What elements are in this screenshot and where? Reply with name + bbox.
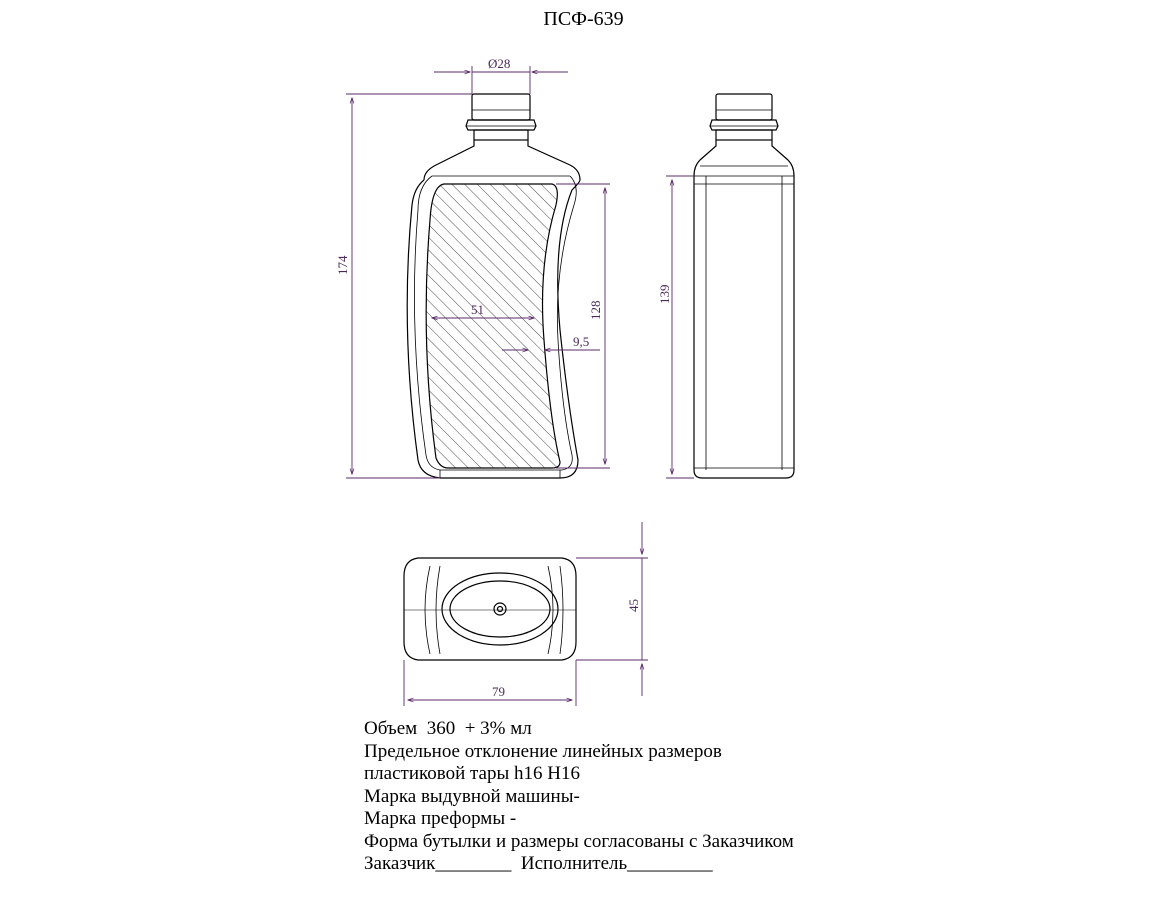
note-tolerance-class: пластиковой тары h16 H16: [364, 763, 580, 784]
note-agreement: Форма бутылки и размеры согласованы с Заказчиком: [364, 830, 794, 852]
front-view: [407, 94, 580, 478]
dim-curve-depth: 9,5: [573, 334, 590, 349]
drawing-title: ПСФ-639: [543, 8, 624, 30]
note-tolerance: Предельное отклонение линейных размеров: [364, 740, 722, 762]
dim-label-height: 128: [588, 300, 603, 320]
bottom-view: [404, 558, 576, 660]
neck-ring: [466, 120, 536, 130]
dim-neck-diameter: Ø28: [488, 56, 511, 71]
cap-outline: [472, 94, 530, 120]
dim-bottom-width: 79: [492, 684, 505, 699]
bottom-ellipse-inner: [450, 581, 550, 637]
bottom-ellipse-outer: [442, 573, 558, 645]
shoulder: [424, 140, 580, 180]
dim-label-width: 51: [471, 302, 484, 317]
note-machine: Марка выдувной машины-: [364, 785, 580, 807]
dim-total-height: 174: [335, 255, 350, 275]
bottom-center-dot: [494, 603, 506, 615]
specification-notes: [364, 718, 794, 876]
side-body: [694, 176, 794, 478]
dim-bottom-depth: 45: [626, 599, 641, 612]
dim-side-height: 139: [657, 284, 672, 304]
note-preform: Марка преформы -: [364, 808, 517, 829]
side-cap: [716, 94, 772, 120]
side-view: [694, 94, 794, 478]
note-volume: Объем 360 + 3% мл: [364, 718, 532, 739]
note-signatures: Заказчик________ Исполнитель_________: [364, 853, 713, 874]
label-area: [426, 184, 560, 468]
